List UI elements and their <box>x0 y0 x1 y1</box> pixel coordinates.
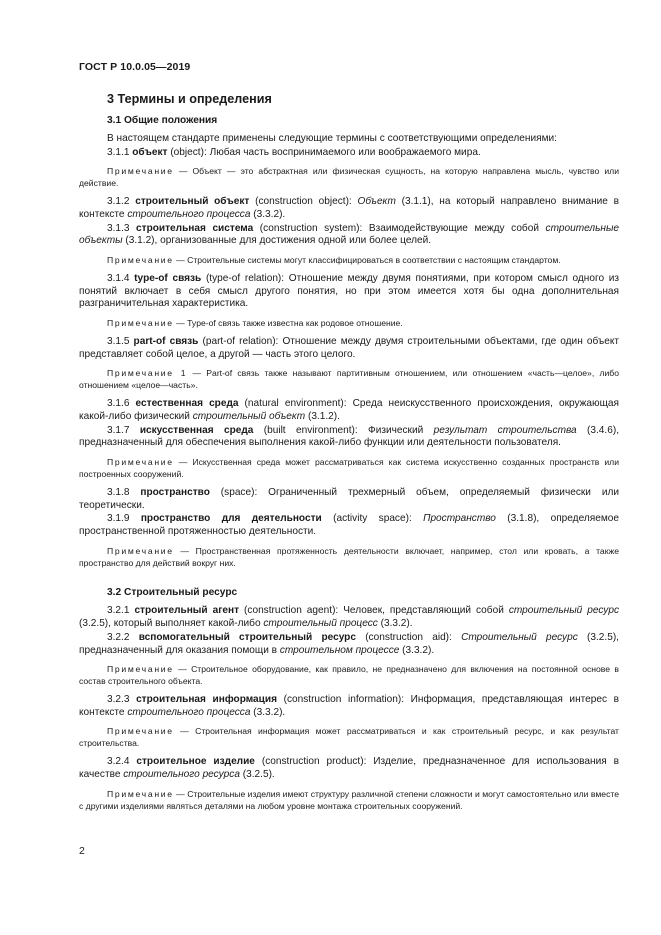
document-body <box>79 92 619 818</box>
term-number: 3.2.3 <box>107 694 130 706</box>
note-text: — Строительная информация может рассматриваться и как строительный ресурс, и как результат строительства. <box>79 726 619 749</box>
term-definition: (built environment): Физический <box>253 424 434 436</box>
term-3-2-2 <box>79 632 619 657</box>
note-label: Примечание <box>107 318 174 329</box>
page-number: 2 <box>79 845 85 857</box>
term-name: искусственная среда <box>139 424 254 436</box>
term-number: 3.1.3 <box>107 222 130 234</box>
term-name: естественная среда <box>135 398 239 410</box>
term-definition: (part-of relation): Отношение между двумя строительными объектами, где один объект представляет собой целое, а другой — часть этого целого. <box>79 335 619 360</box>
term-3-1-8 <box>79 487 619 512</box>
term-reference: строительный ресурс <box>508 605 620 617</box>
term-name: пространство <box>140 486 210 498</box>
term-number: 3.1.8 <box>107 486 130 498</box>
term-reference: строительные объекты <box>79 222 619 247</box>
term-definition: (object): Любая часть воспринимаемого или воображаемого мира. <box>167 146 481 158</box>
term-definition: (natural environment): Среда неискусственного происхождения, окружающая какой-либо физический <box>79 398 619 422</box>
term-number: 3.1.5 <box>107 335 130 347</box>
term-number: 3.1.4 <box>107 272 130 284</box>
note-3-2-3 <box>79 726 619 750</box>
note-label: Примечание <box>107 726 174 737</box>
term-definition: (construction system): Взаимодействующие между собой <box>253 222 546 234</box>
note-label: Примечание <box>107 664 174 675</box>
term-reference: результат строительства <box>433 424 577 436</box>
term-definition: (3.2.5), предназначенный для оказания помощи в <box>79 631 619 656</box>
note-3-1-9 <box>79 546 619 570</box>
term-definition: (construction product): Изделие, предназначенное для использования в качестве <box>79 756 619 780</box>
term-name: part-of связь <box>133 335 199 347</box>
term-3-1-5 <box>79 336 619 361</box>
note-3-1-7 <box>79 457 619 481</box>
term-name: строительный агент <box>134 605 240 617</box>
term-3-1-1 <box>79 147 619 160</box>
note-3-1-4 <box>79 318 619 330</box>
note-3-2-4 <box>79 789 619 813</box>
term-reference: строительного процесса <box>127 706 251 718</box>
term-definition: (3.1.8), определяемое пространственной протяженностью деятельности. <box>79 513 619 537</box>
note-text: — Строительные изделия имеют структуру различной степени сложности и могут самостоятельно или вместе с другими изделиями являться деталями на любом уровне монтажа строительных сооружений. <box>79 788 619 811</box>
term-3-2-3 <box>79 694 619 719</box>
note-label: Примечание <box>107 255 174 266</box>
term-name: type-of связь <box>134 272 202 284</box>
note-text: — Part-of связь также называют партитивным отношением, или отношением «часть—целое», либо отношением «целое—часть». <box>79 368 619 391</box>
term-definition: (construction object): <box>249 196 358 208</box>
note-3-2-2 <box>79 664 619 688</box>
note-text: — Объект — это абстрактная или физическая сущность, на которую направлена мысль, чувство или действие. <box>79 166 619 189</box>
term-number: 3.1.2 <box>107 196 130 208</box>
note-label: Примечание <box>107 545 174 556</box>
term-number: 3.1.1 <box>107 146 130 158</box>
note-text: — Искусственная среда может рассматриваться как система искусственно созданных пространств или построенных сооружений. <box>79 456 619 479</box>
term-number: 3.1.6 <box>107 398 130 410</box>
term-name: строительное изделие <box>136 756 255 768</box>
note-label: Примечание 1 <box>107 368 188 379</box>
term-reference: строительном процессе <box>279 644 400 656</box>
note-3-1-1 <box>79 166 619 190</box>
term-reference: строительный объект <box>192 410 306 422</box>
note-label: Примечание <box>107 788 174 799</box>
note-3-1-5 <box>79 368 619 392</box>
term-3-1-2 <box>79 196 619 221</box>
term-number: 3.1.9 <box>107 513 130 525</box>
term-3-1-9 <box>79 513 619 538</box>
term-reference: Строительный ресурс <box>461 631 578 643</box>
term-definition: (3.3.2). <box>250 706 286 718</box>
section-title: 3 Термины и определения <box>107 92 272 106</box>
subsection-title-general: 3.1 Общие положения <box>107 115 218 126</box>
term-definition: (3.1.2), организованные для достижения одной или более целей. <box>122 235 432 247</box>
term-definition: (3.2.5). <box>239 768 275 780</box>
note-text: — Type-of связь также известна как родовое отношение. <box>173 318 403 329</box>
term-number: 3.2.2 <box>107 631 130 643</box>
term-definition: (3.1.2). <box>305 410 340 422</box>
term-3-1-4 <box>79 273 619 311</box>
term-3-1-3 <box>79 223 619 248</box>
term-name: строительная система <box>136 222 254 234</box>
term-reference: строительного процесса <box>127 208 251 220</box>
term-reference: строительный процесс <box>263 618 378 630</box>
term-definition: (construction aid): <box>355 631 462 643</box>
term-definition: (space): Ограниченный трехмерный объем, определяемый физически или теоретически. <box>79 486 619 511</box>
note-text: — Строительное оборудование, как правило, не предназначено для включения на постоянной основе в состав строительного объекта. <box>79 664 619 687</box>
subsection-title-resource: 3.2 Строительный ресурс <box>107 587 238 599</box>
document-code: ГОСТ Р 10.0.05—2019 <box>79 61 191 73</box>
term-definition: (3.3.2). <box>377 618 413 630</box>
term-name: строительная информация <box>136 694 277 706</box>
term-3-2-4 <box>79 756 619 781</box>
term-reference: Пространство <box>423 513 496 525</box>
term-definition: (activity space): <box>321 513 424 525</box>
term-definition: (construction agent): Человек, представляющий собой <box>239 605 509 617</box>
term-definition: (3.3.2). <box>399 644 435 656</box>
term-name: строительный объект <box>135 196 250 208</box>
note-3-1-3 <box>79 255 619 267</box>
term-reference: Объект <box>357 196 396 208</box>
term-definition: (3.4.6), предназначенный для обеспечения выполнения какой-либо функции или деятельности пользователя. <box>79 424 620 449</box>
note-label: Примечание <box>107 456 174 467</box>
term-name: вспомогательный строительный ресурс <box>138 631 356 643</box>
note-text: — Пространственная протяженность деятельности включает, например, стол или кровать, а также пространство для действий вокруг них. <box>79 545 619 568</box>
term-number: 3.2.1 <box>107 605 130 617</box>
term-definition: (type-of relation): Отношение между двумя понятиями, при котором смысл одного из понятий включает в себя смысл другого понятия, но при этом имеется хотя бы одна дополнительная разграничительная характеристика. <box>79 272 620 310</box>
term-3-1-7 <box>79 425 619 450</box>
term-name: объект <box>132 146 168 158</box>
term-number: 3.2.4 <box>107 756 130 768</box>
intro-paragraph: В настоящем стандарте применены следующие термины с соответствующими определениями: <box>107 133 557 144</box>
term-definition: (construction information): Информация, представляющая интерес в контексте <box>79 694 619 718</box>
term-definition: (3.2.5), который выполняет какой-либо <box>79 618 264 630</box>
note-label: Примечание <box>107 166 174 177</box>
term-definition: (3.1.1), на который направлено внимание в контексте <box>79 196 620 220</box>
term-3-2-1 <box>79 605 619 630</box>
term-definition: (3.3.2). <box>250 208 286 220</box>
term-reference: строительного ресурса <box>123 768 240 780</box>
term-name: пространство для деятельности <box>140 513 322 525</box>
term-number: 3.1.7 <box>107 424 130 436</box>
note-text: — Строительные системы могут классифицироваться в соответствии с настоящим стандартом. <box>173 255 561 266</box>
term-3-1-6 <box>79 398 619 423</box>
